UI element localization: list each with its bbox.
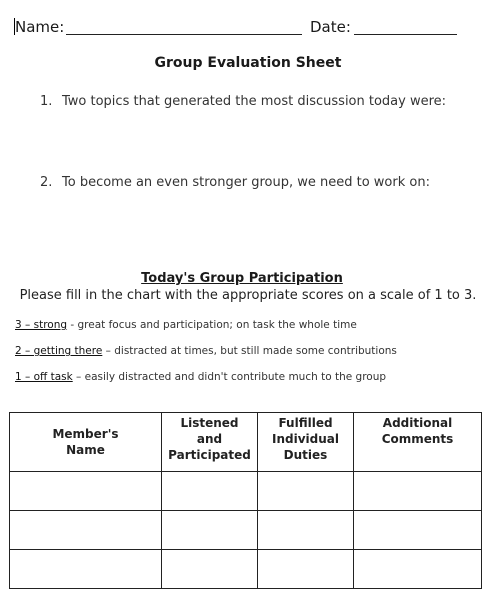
participation-table (9, 412, 482, 589)
date-label: Date: (310, 18, 351, 36)
header-fulfilled (258, 413, 354, 472)
header-comments (354, 413, 482, 472)
cell-fulfilled[interactable] (258, 511, 354, 550)
cell-comments[interactable] (354, 511, 482, 550)
table-row (10, 472, 482, 511)
header-line: Individual (272, 432, 339, 446)
scale-item-3 (15, 319, 357, 331)
header-member-name (10, 413, 162, 472)
scale-desc: - great focus and participation; on task the whole time (67, 319, 357, 331)
scale-key: 1 – off task (15, 371, 73, 383)
scale-key: 3 – strong (15, 319, 68, 331)
header-line: Listened (180, 416, 239, 430)
scale-desc: – easily distracted and didn't contribute much to the group (72, 371, 387, 383)
date-line[interactable] (354, 34, 457, 35)
scale-item-2 (15, 345, 397, 357)
cell-fulfilled[interactable] (258, 550, 354, 589)
page-title: Group Evaluation Sheet (154, 55, 342, 71)
question-1-number: 1. (40, 94, 53, 109)
cell-member-name[interactable] (10, 472, 162, 511)
cell-fulfilled[interactable] (258, 472, 354, 511)
header-listened (162, 413, 258, 472)
name-label: Name: (15, 18, 65, 36)
cell-listened[interactable] (162, 550, 258, 589)
question-1-text: Two topics that generated the most discussion today were: (62, 94, 447, 109)
cell-comments[interactable] (354, 550, 482, 589)
cell-listened[interactable] (162, 511, 258, 550)
table-row (10, 550, 482, 589)
question-2-text: To become an even stronger group, we need to work on: (62, 175, 430, 190)
header-line: Participated (168, 448, 251, 462)
question-2-number: 2. (40, 175, 53, 190)
header-line: Member's (52, 427, 119, 441)
cell-member-name[interactable] (10, 550, 162, 589)
header-line: and (196, 432, 223, 446)
header-line: Additional (382, 416, 453, 430)
scale-key: 2 – getting there (15, 345, 103, 357)
header-line: Duties (283, 448, 328, 462)
cell-comments[interactable] (354, 472, 482, 511)
header-line: Name (66, 443, 105, 457)
participation-title: Today's Group Participation (141, 271, 343, 286)
scale-desc: – distracted at times, but still made some contributions (102, 345, 397, 357)
table-row (10, 511, 482, 550)
header-line: Fulfilled (278, 416, 333, 430)
header-line: Comments (381, 432, 454, 446)
cell-member-name[interactable] (10, 511, 162, 550)
name-line[interactable] (66, 34, 302, 35)
participation-instructions: Please fill in the chart with the appropriate scores on a scale of 1 to 3. (19, 288, 477, 303)
scale-item-1 (15, 371, 386, 383)
cell-listened[interactable] (162, 472, 258, 511)
